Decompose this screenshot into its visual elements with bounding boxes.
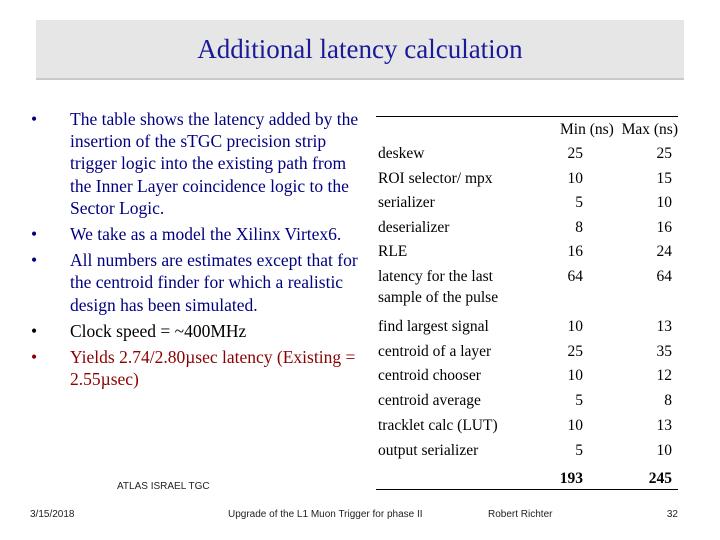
row-min: 10 [567, 318, 583, 335]
bullet-icon: • [31, 224, 38, 245]
bullet-icon: • [31, 109, 38, 129]
row-min: 5 [575, 194, 583, 211]
bullet-text: We take as a model the Xilinx Virtex6. [70, 224, 342, 245]
row-min: 64 [567, 268, 583, 285]
bullet-item [26, 108, 361, 219]
footer-talk-title: Upgrade of the L1 Muon Trigger for phase II [228, 509, 423, 520]
row-label: centroid of a layer [378, 343, 492, 360]
row-max: 13 [656, 417, 672, 434]
row-label: deserializer [378, 219, 450, 236]
bullet-item [26, 320, 361, 342]
row-label: output serializer [378, 442, 479, 459]
row-min: 10 [567, 367, 583, 384]
row-max: 8 [664, 392, 672, 409]
row-min: 10 [567, 417, 583, 434]
row-max: 35 [656, 343, 672, 360]
footer-watermark: ATLAS ISRAEL TGC [117, 481, 210, 492]
row-max: 25 [656, 145, 672, 162]
row-max: 64 [656, 268, 672, 285]
bullet-item [26, 223, 361, 245]
total-max: 245 [648, 470, 672, 487]
row-min: 25 [567, 343, 583, 360]
slide-title: Additional latency calculation [197, 34, 523, 64]
bullet-text: Clock speed = ~400MHz [70, 320, 247, 341]
row-label: tracklet calc (LUT) [378, 417, 498, 434]
row-max: 12 [656, 367, 672, 384]
bullet-text: All numbers are estimates except that for the centroid finder for which a realistic design has been simulated. [70, 250, 358, 315]
row-label: ROI selector/ mpx [378, 170, 493, 187]
row-min: 8 [575, 219, 583, 236]
footer-date: 3/15/2018 [30, 509, 75, 520]
bullet-text: Yields 2.74/2.80µsec latency (Existing = 2.55µsec) [70, 347, 356, 390]
bullet-icon: • [31, 320, 38, 341]
bullet-list [26, 108, 361, 394]
bullet-text: The table shows the latency added by the insertion of the sTGC precision strip trigger logic into the existing path from the Inner Layer coincidence logic to the Sector Logic. [70, 109, 359, 218]
table-bottom-rule [376, 489, 678, 490]
row-min: 16 [567, 243, 583, 260]
row-max: 10 [656, 442, 672, 459]
header-max: Max (ns) [621, 121, 678, 138]
row-label: centroid average [378, 392, 481, 409]
row-min: 25 [567, 145, 583, 162]
row-label: serializer [378, 194, 435, 211]
row-label: find largest signal [378, 318, 489, 335]
title-bar [36, 20, 684, 80]
row-label: deskew [378, 145, 425, 162]
footer-page-number: 32 [666, 509, 678, 520]
header-min: Min (ns) [560, 121, 614, 138]
bullet-icon: • [31, 250, 38, 271]
bullet-icon: • [31, 347, 38, 368]
footer-author: Robert Richter [488, 509, 553, 520]
row-min: 10 [567, 170, 583, 187]
row-max: 24 [656, 243, 672, 260]
row-max: 10 [656, 194, 672, 211]
bullet-item [26, 346, 361, 390]
row-min: 5 [575, 392, 583, 409]
row-label: centroid chooser [378, 367, 481, 384]
table-top-rule [376, 116, 678, 117]
row-max: 16 [656, 219, 672, 236]
row-min: 5 [575, 442, 583, 459]
row-label: latency for the last sample of the pulse [378, 268, 499, 306]
row-max: 13 [656, 318, 672, 335]
row-max: 15 [656, 170, 672, 187]
total-min: 193 [559, 470, 583, 487]
bullet-item [26, 249, 361, 316]
table-header [376, 121, 678, 139]
row-label: RLE [378, 243, 408, 260]
